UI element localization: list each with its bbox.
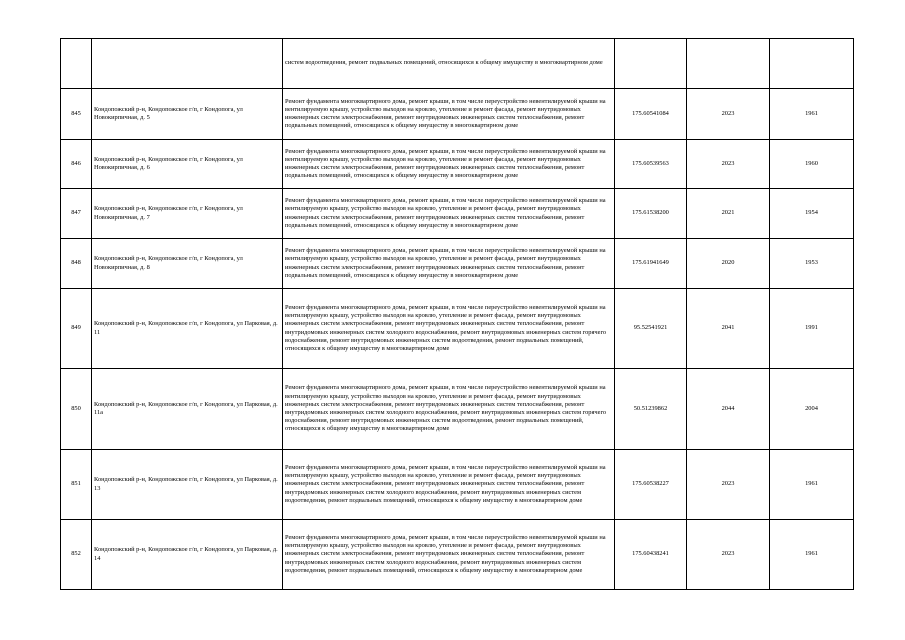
year-cell: 2023 <box>687 140 770 189</box>
address-cell <box>92 39 283 89</box>
table-row <box>61 89 854 140</box>
year-cell: 2023 <box>687 450 770 520</box>
row-number-cell: 847 <box>61 189 92 239</box>
built-year-cell: 1961 <box>770 450 854 520</box>
works-cell: Ремонт фундамента многоквартирного дома, ремонт крыши, в том числе переустройство невентилируемой крыши на вентилируемую крышу, устройство выходов на кровлю, утепление и ремонт фасада, ремонт внутридомовых инженерных систем электроснабжения, ремонт внутридомовых инженерных систем теплоснабжения, ремонт внутридомовых инженерных систем холодного водоснабжения, ремонт внутридомовых инженерных систем водоотведения, ремонт подвальных помещений, относящихся к общему имуществу в многоквартирном доме <box>283 450 615 520</box>
address-cell: Кондопожский р-н, Кондопожское г/п, г Кондопога, ул Новокирпичная, д. 8 <box>92 239 283 289</box>
works-cell: Ремонт фундамента многоквартирного дома, ремонт крыши, в том числе переустройство невентилируемой крыши на вентилируемую крышу, устройство выходов на кровлю, утепление и ремонт фасада, ремонт внутридомовых инженерных систем электроснабжения, ремонт внутридомовых инженерных систем теплоснабжения, ремонт подвальных помещений, относящихся к общему имуществу в многоквартирном доме <box>283 140 615 189</box>
row-number-cell: 846 <box>61 140 92 189</box>
table-row <box>61 369 854 450</box>
value-cell: 50.51239862 <box>615 369 687 450</box>
built-year-cell: 1953 <box>770 239 854 289</box>
year-cell: 2023 <box>687 89 770 140</box>
address-cell: Кондопожский р-н, Кондопожское г/п, г Кондопога, ул Парковая, д. 11а <box>92 369 283 450</box>
works-cell: Ремонт фундамента многоквартирного дома, ремонт крыши, в том числе переустройство невентилируемой крыши на вентилируемую крышу, устройство выходов на кровлю, утепление и ремонт фасада, ремонт внутридомовых инженерных систем электроснабжения, ремонт внутридомовых инженерных систем теплоснабжения, ремонт подвальных помещений, относящихся к общему имуществу в многоквартирном доме <box>283 239 615 289</box>
registry-table <box>60 38 854 590</box>
row-number-cell: 851 <box>61 450 92 520</box>
address-cell: Кондопожский р-н, Кондопожское г/п, г Кондопога, ул Парковая, д. 14 <box>92 520 283 590</box>
year-cell: 2044 <box>687 369 770 450</box>
year-cell: 2020 <box>687 239 770 289</box>
built-year-cell: 1960 <box>770 140 854 189</box>
address-cell: Кондопожский р-н, Кондопожское г/п, г Кондопога, ул Новокирпичная, д. 5 <box>92 89 283 140</box>
works-cell: Ремонт фундамента многоквартирного дома, ремонт крыши, в том числе переустройство невентилируемой крыши на вентилируемую крышу, устройство выходов на кровлю, утепление и ремонт фасада, ремонт внутридомовых инженерных систем электроснабжения, ремонт внутридомовых инженерных систем теплоснабжения, ремонт подвальных помещений, относящихся к общему имуществу в многоквартирном доме <box>283 89 615 140</box>
row-number-cell: 852 <box>61 520 92 590</box>
address-cell: Кондопожский р-н, Кондопожское г/п, г Кондопога, ул Парковая, д. 13 <box>92 450 283 520</box>
table-row <box>61 289 854 369</box>
works-cell: систем водоотведения, ремонт подвальных помещений, относящихся к общему имуществу в многоквартирном доме <box>283 39 615 89</box>
built-year-cell <box>770 39 854 89</box>
year-cell <box>687 39 770 89</box>
table-row <box>61 140 854 189</box>
built-year-cell: 1991 <box>770 289 854 369</box>
works-cell: Ремонт фундамента многоквартирного дома, ремонт крыши, в том числе переустройство невентилируемой крыши на вентилируемую крышу, устройство выходов на кровлю, утепление и ремонт фасада, ремонт внутридомовых инженерных систем электроснабжения, ремонт внутридомовых инженерных систем теплоснабжения, ремонт внутридомовых инженерных систем холодного водоснабжения, ремонт внутридомовых инженерных систем горячего водоснабжения, ремонт внутридомовых инженерных систем водоотведения, ремонт подвальных помещений, относящихся к общему имуществу в многоквартирном доме <box>283 289 615 369</box>
address-cell: Кондопожский р-н, Кондопожское г/п, г Кондопога, ул Парковая, д. 11 <box>92 289 283 369</box>
works-cell: Ремонт фундамента многоквартирного дома, ремонт крыши, в том числе переустройство невентилируемой крыши на вентилируемую крышу, устройство выходов на кровлю, утепление и ремонт фасада, ремонт внутридомовых инженерных систем электроснабжения, ремонт внутридомовых инженерных систем теплоснабжения, ремонт подвальных помещений, относящихся к общему имуществу в многоквартирном доме <box>283 189 615 239</box>
value-cell: 175.61941649 <box>615 239 687 289</box>
table-row <box>61 239 854 289</box>
row-number-cell <box>61 39 92 89</box>
table-row-continued <box>61 39 854 89</box>
works-cell: Ремонт фундамента многоквартирного дома, ремонт крыши, в том числе переустройство невентилируемой крыши на вентилируемую крышу, устройство выходов на кровлю, утепление и ремонт фасада, ремонт внутридомовых инженерных систем электроснабжения, ремонт внутридомовых инженерных систем теплоснабжения, ремонт внутридомовых инженерных систем холодного водоснабжения, ремонт внутридомовых инженерных систем водоотведения, ремонт подвальных помещений, относящихся к общему имуществу в многоквартирном доме <box>283 520 615 590</box>
built-year-cell: 1954 <box>770 189 854 239</box>
row-number-cell: 848 <box>61 239 92 289</box>
row-number-cell: 850 <box>61 369 92 450</box>
built-year-cell: 1961 <box>770 89 854 140</box>
table-row <box>61 189 854 239</box>
value-cell: 95.52541921 <box>615 289 687 369</box>
value-cell: 175.60538227 <box>615 450 687 520</box>
table-row <box>61 450 854 520</box>
address-cell: Кондопожский р-н, Кондопожское г/п, г Кондопога, ул Новокирпичная, д. 6 <box>92 140 283 189</box>
value-cell: 175.60438241 <box>615 520 687 590</box>
row-number-cell: 845 <box>61 89 92 140</box>
address-cell: Кондопожский р-н, Кондопожское г/п, г Кондопога, ул Новокирпичная, д. 7 <box>92 189 283 239</box>
value-cell: 175.60541084 <box>615 89 687 140</box>
year-cell: 2041 <box>687 289 770 369</box>
value-cell: 175.60539563 <box>615 140 687 189</box>
built-year-cell: 1961 <box>770 520 854 590</box>
row-number-cell: 849 <box>61 289 92 369</box>
built-year-cell: 2004 <box>770 369 854 450</box>
year-cell: 2021 <box>687 189 770 239</box>
year-cell: 2023 <box>687 520 770 590</box>
table-row <box>61 520 854 590</box>
value-cell: 175.61538200 <box>615 189 687 239</box>
works-cell: Ремонт фундамента многоквартирного дома, ремонт крыши, в том числе переустройство невентилируемой крыши на вентилируемую крышу, устройство выходов на кровлю, утепление и ремонт фасада, ремонт внутридомовых инженерных систем электроснабжения, ремонт внутридомовых инженерных систем теплоснабжения, ремонт внутридомовых инженерных систем холодного водоснабжения, ремонт внутридомовых инженерных систем горячего водоснабжения, ремонт внутридомовых инженерных систем водоотведения, ремонт подвальных помещений, относящихся к общему имуществу в многоквартирном доме <box>283 369 615 450</box>
value-cell <box>615 39 687 89</box>
